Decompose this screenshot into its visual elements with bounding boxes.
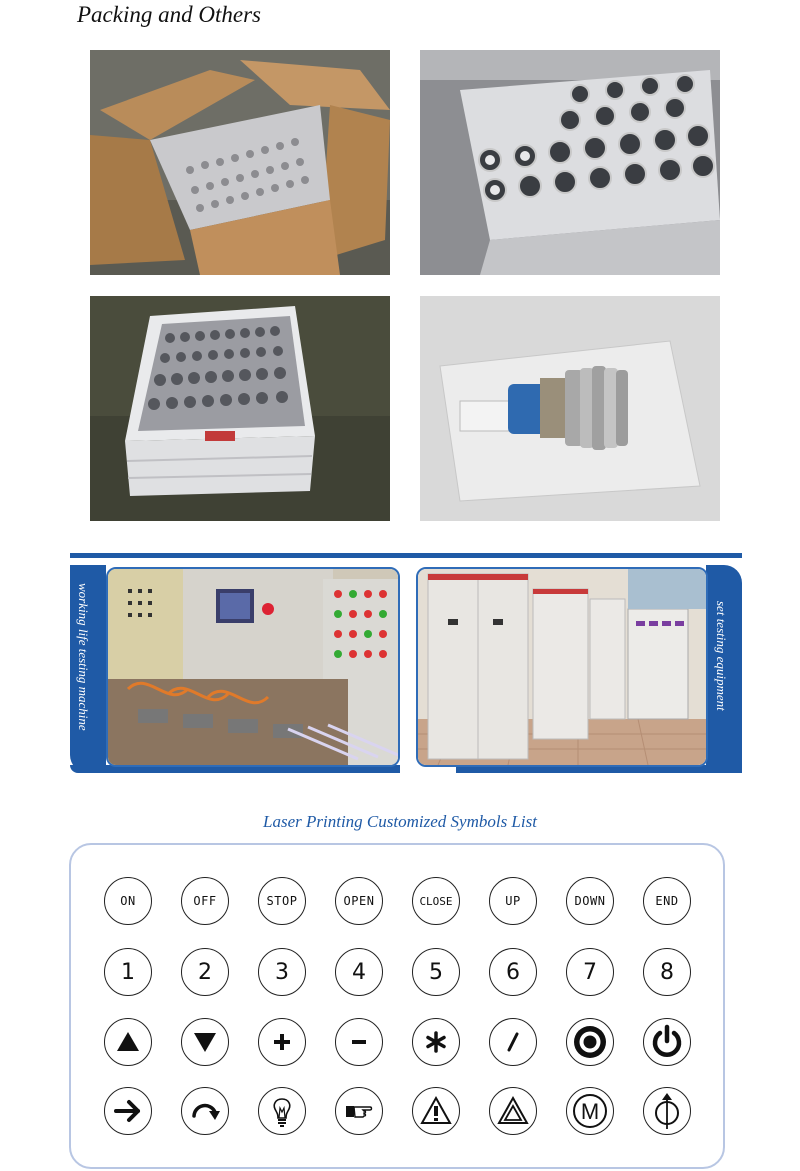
photo-foam-tray — [420, 50, 720, 275]
symbol-arrow-right — [104, 1087, 152, 1135]
symbol-number-5 — [412, 948, 460, 996]
photo-open-carton — [90, 50, 390, 275]
symbols-panel — [69, 843, 725, 1169]
rotate-clockwise-icon — [188, 1094, 222, 1128]
symbol-number: 5 — [429, 959, 443, 985]
set-testing-label: set testing equipment — [714, 601, 729, 711]
symbol-hazard-triangle — [489, 1087, 537, 1135]
symbol-label: UP — [505, 894, 521, 908]
pointing-hand-icon — [343, 1099, 375, 1123]
photo-blister-pack — [420, 296, 720, 521]
triangle-down-icon — [192, 1029, 218, 1055]
slash-icon — [502, 1031, 524, 1053]
symbol-label: ON — [120, 894, 136, 908]
symbol-label: OPEN — [343, 894, 375, 908]
band-top-line — [70, 553, 742, 558]
symbol-label: CLOSE — [419, 894, 453, 908]
arrow-right-icon — [112, 1095, 144, 1127]
symbol-down — [566, 877, 614, 925]
symbol-plus — [258, 1018, 306, 1066]
working-life-label: working life testing machine — [76, 583, 91, 731]
symbol-end — [643, 877, 691, 925]
symbol-number: 7 — [583, 959, 597, 985]
motor-letter: M — [580, 1099, 600, 1124]
hazard-triangle-icon — [496, 1095, 530, 1127]
symbol-rotate-clockwise — [181, 1087, 229, 1135]
symbol-triangle-up — [104, 1018, 152, 1066]
symbol-motor — [566, 1087, 614, 1135]
symbol-slash — [489, 1018, 537, 1066]
testing-equipment-band — [70, 553, 742, 773]
symbol-number-1 — [104, 948, 152, 996]
symbol-label: OFF — [193, 894, 217, 908]
symbol-minus — [335, 1018, 383, 1066]
symbol-off — [181, 877, 229, 925]
minus-icon — [348, 1031, 370, 1053]
symbol-target — [566, 1018, 614, 1066]
triangle-up-icon — [115, 1029, 141, 1055]
symbol-up — [489, 877, 537, 925]
symbol-pointing-hand — [335, 1087, 383, 1135]
symbol-number: 8 — [660, 959, 674, 985]
symbol-number-4 — [335, 948, 383, 996]
symbol-number: 3 — [275, 959, 289, 985]
symbol-number-2 — [181, 948, 229, 996]
symbol-stop — [258, 877, 306, 925]
motor-m-icon — [571, 1092, 609, 1130]
symbol-number-3 — [258, 948, 306, 996]
target-icon — [572, 1024, 608, 1060]
symbol-label: STOP — [266, 894, 298, 908]
symbol-number: 4 — [352, 959, 366, 985]
plus-icon — [271, 1031, 293, 1053]
symbol-number: 1 — [121, 959, 135, 985]
photo-set-testing-equipment — [416, 567, 708, 767]
asterisk-icon — [424, 1030, 448, 1054]
symbol-label: DOWN — [574, 894, 606, 908]
photo-foam-box — [90, 296, 390, 521]
symbol-open — [335, 877, 383, 925]
symbol-label: END — [655, 894, 679, 908]
symbol-asterisk — [412, 1018, 460, 1066]
symbol-on — [104, 877, 152, 925]
symbol-number-6 — [489, 948, 537, 996]
symbol-power — [643, 1018, 691, 1066]
symbol-number: 2 — [198, 959, 212, 985]
warning-icon — [419, 1095, 453, 1127]
section-title: Packing and Others — [77, 2, 261, 27]
power-icon — [649, 1024, 685, 1060]
light-bulb-icon — [267, 1094, 297, 1128]
symbol-up-down-indicator — [643, 1087, 691, 1135]
symbol-close — [412, 877, 460, 925]
symbol-light-bulb — [258, 1087, 306, 1135]
photo-working-life-machine — [106, 567, 400, 767]
symbol-triangle-down — [181, 1018, 229, 1066]
symbol-number-7 — [566, 948, 614, 996]
symbol-warning — [412, 1087, 460, 1135]
symbol-number-8 — [643, 948, 691, 996]
up-down-indicator-icon — [650, 1091, 684, 1131]
symbol-number: 6 — [506, 959, 520, 985]
symbols-list-title: Laser Printing Customized Symbols List — [263, 812, 537, 831]
